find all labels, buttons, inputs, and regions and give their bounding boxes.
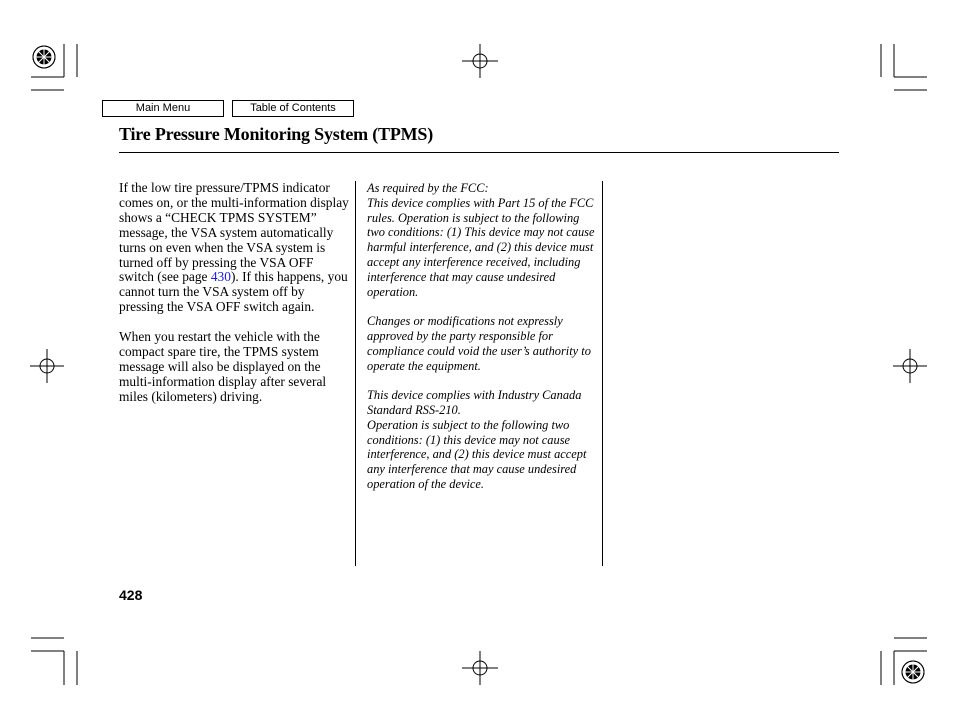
corner-mark-top-right xyxy=(881,44,927,90)
crosshair-right xyxy=(893,349,927,383)
table-of-contents-button[interactable]: Table of Contents xyxy=(232,100,354,117)
changes-notice: Changes or modifications not expressly approved by the party responsible for compliance could void the user’s authority to operate the equipment. xyxy=(367,314,591,373)
main-menu-button[interactable]: Main Menu xyxy=(102,100,224,117)
fcc-text: This device complies with Part 15 of the FCC rules. Operation is subject to the following two conditions: (1) This device may not cause harmful interference, and (2) this device must accept any interference received, including interference that may cause undesired operation. xyxy=(367,195,595,299)
crosshair-left xyxy=(30,349,64,383)
canada-heading: This device complies with Industry Canada Standard RSS-210. xyxy=(367,388,582,417)
fcc-heading: As required by the FCC: xyxy=(367,181,489,195)
corner-mark-top-left xyxy=(31,44,77,90)
page-title: Tire Pressure Monitoring System (TPMS) xyxy=(119,124,434,144)
paragraph-spare-tire: When you restart the vehicle with the compact spare tire, the TPMS system message will also be displayed on the multi-information display after several miles (kilometers) driving. xyxy=(119,329,327,404)
paragraph-vsa-text-b: ). If this happens, you cannot turn the VSA system off by pressing the VSA OFF switch again. xyxy=(119,269,348,315)
page-number: 428 xyxy=(119,587,143,603)
corner-mark-bottom-right xyxy=(881,638,927,685)
page-430-link[interactable]: 430 xyxy=(210,269,231,285)
paragraph-vsa-text-a: If the low tire pressure/TPMS indicator comes on, or the multi-information display shows a “CHECK TPMS SYSTEM” message, the VSA system automatically turns on even when the VSA system is turned off by pressing the VSA OFF switch (see page xyxy=(119,180,349,285)
canada-text: Operation is subject to the following two conditions: (1) this device may not cause interference, and (2) this device must accept any interference that may cause undesired operation of the device. xyxy=(367,417,587,491)
crosshair-bottom xyxy=(462,651,498,685)
crosshair-top xyxy=(462,44,498,78)
corner-mark-bottom-left xyxy=(31,638,77,685)
